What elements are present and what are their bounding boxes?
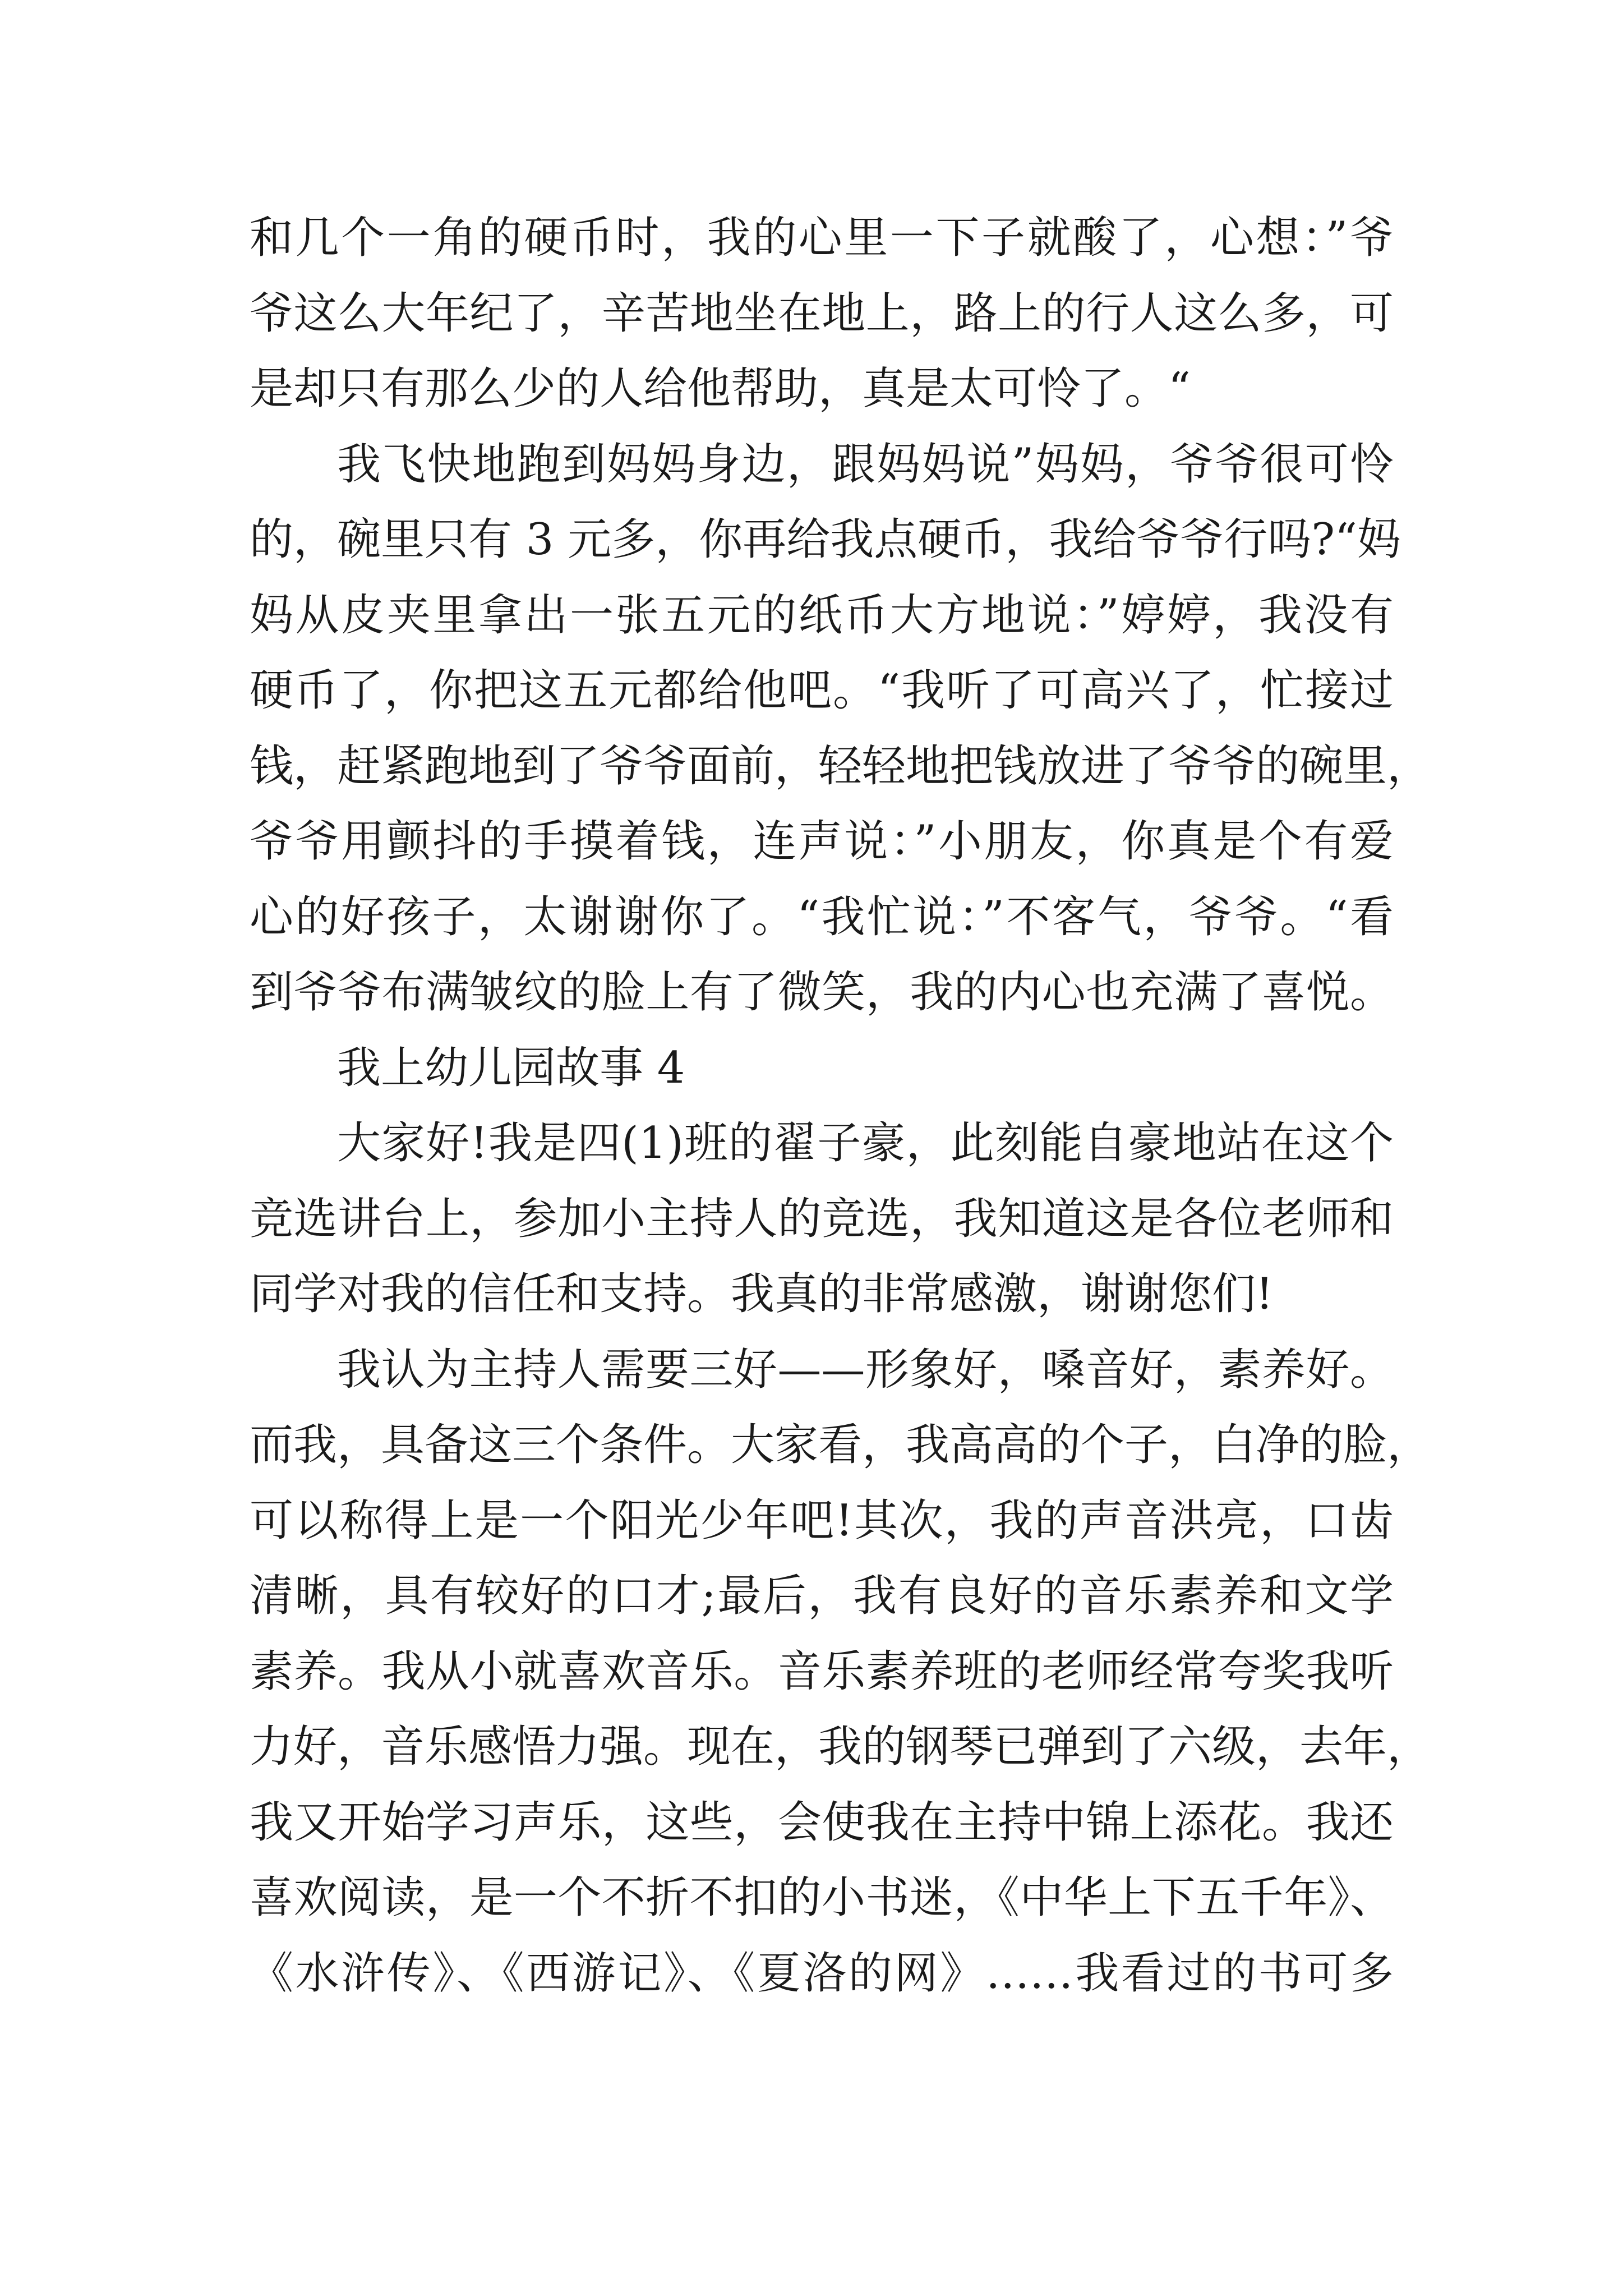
text-line: 我又开始学习声乐，这些，会使我在主持中锦上添花。我还 — [250, 1797, 1394, 1848]
text-line: 心的好孩子，太谢谢你了。“我忙说：”不客气，爷爷。“看 — [250, 891, 1394, 942]
text-line: 大家好!我是四(1)班的翟子豪，此刻能自豪地站在这个 — [337, 1118, 1394, 1168]
text-line: 我飞快地跑到妈妈身边，跟妈妈说”妈妈，爷爷很可怜 — [337, 439, 1394, 490]
text-line: 我认为主持人需要三好——形象好，嗓音好，素养好。 — [337, 1344, 1394, 1395]
section-heading: 我上幼儿园故事 4 — [337, 1042, 685, 1093]
text-line: 素养。我从小就喜欢音乐。音乐素养班的老师经常夸奖我听 — [250, 1646, 1394, 1697]
text-line: 和几个一角的硬币时，我的心里一下子就酸了，心想：”爷 — [250, 213, 1394, 263]
text-line: 清晰，具有较好的口才;最后，我有良好的音乐素养和文学 — [250, 1571, 1394, 1621]
text-line: 同学对我的信任和支持。我真的非常感激，谢谢您们! — [250, 1269, 1274, 1319]
text-line: 喜欢阅读，是一个不折不扣的小书迷，《中华上下五千年》、 — [250, 1872, 1394, 1923]
text-line: 爷爷用颤抖的手摸着钱，连声说：”小朋友，你真是个有爱 — [250, 816, 1394, 867]
text-line: 硬币了，你把这五元都给他吧。“我听了可高兴了，忙接过 — [250, 665, 1394, 716]
text-line: 而我，具备这三个条件。大家看，我高高的个子，白净的脸， — [250, 1420, 1431, 1470]
text-line: 到爷爷布满皱纹的脸上有了微笑，我的内心也充满了喜悦。 — [250, 967, 1394, 1018]
text-line: 可以称得上是一个阳光少年吧!其次，我的声音洪亮，口齿 — [250, 1495, 1394, 1546]
text-line: 爷这么大年纪了，辛苦地坐在地上，路上的行人这么多，可 — [250, 288, 1394, 339]
text-line: 妈从皮夹里拿出一张五元的纸币大方地说：”婷婷，我没有 — [250, 590, 1394, 641]
text-line: 竞选讲台上，参加小主持人的竞选，我知道这是各位老师和 — [250, 1193, 1394, 1244]
document-body — [250, 200, 1431, 2011]
text-line: 是却只有那么少的人给他帮助，真是太可怜了。“ — [250, 364, 1191, 414]
text-line: 力好，音乐感悟力强。现在，我的钢琴已弹到了六级，去年， — [250, 1722, 1431, 1772]
text-line: 《水浒传》、《西游记》、《夏洛的网》……我看过的书可多 — [250, 1948, 1394, 1999]
text-line: 钱，赶紧跑地到了爷爷面前，轻轻地把钱放进了爷爷的碗里， — [250, 740, 1431, 792]
text-line: 的，碗里只有 3 元多，你再给我点硬币，我给爷爷行吗?“妈 — [250, 514, 1401, 565]
